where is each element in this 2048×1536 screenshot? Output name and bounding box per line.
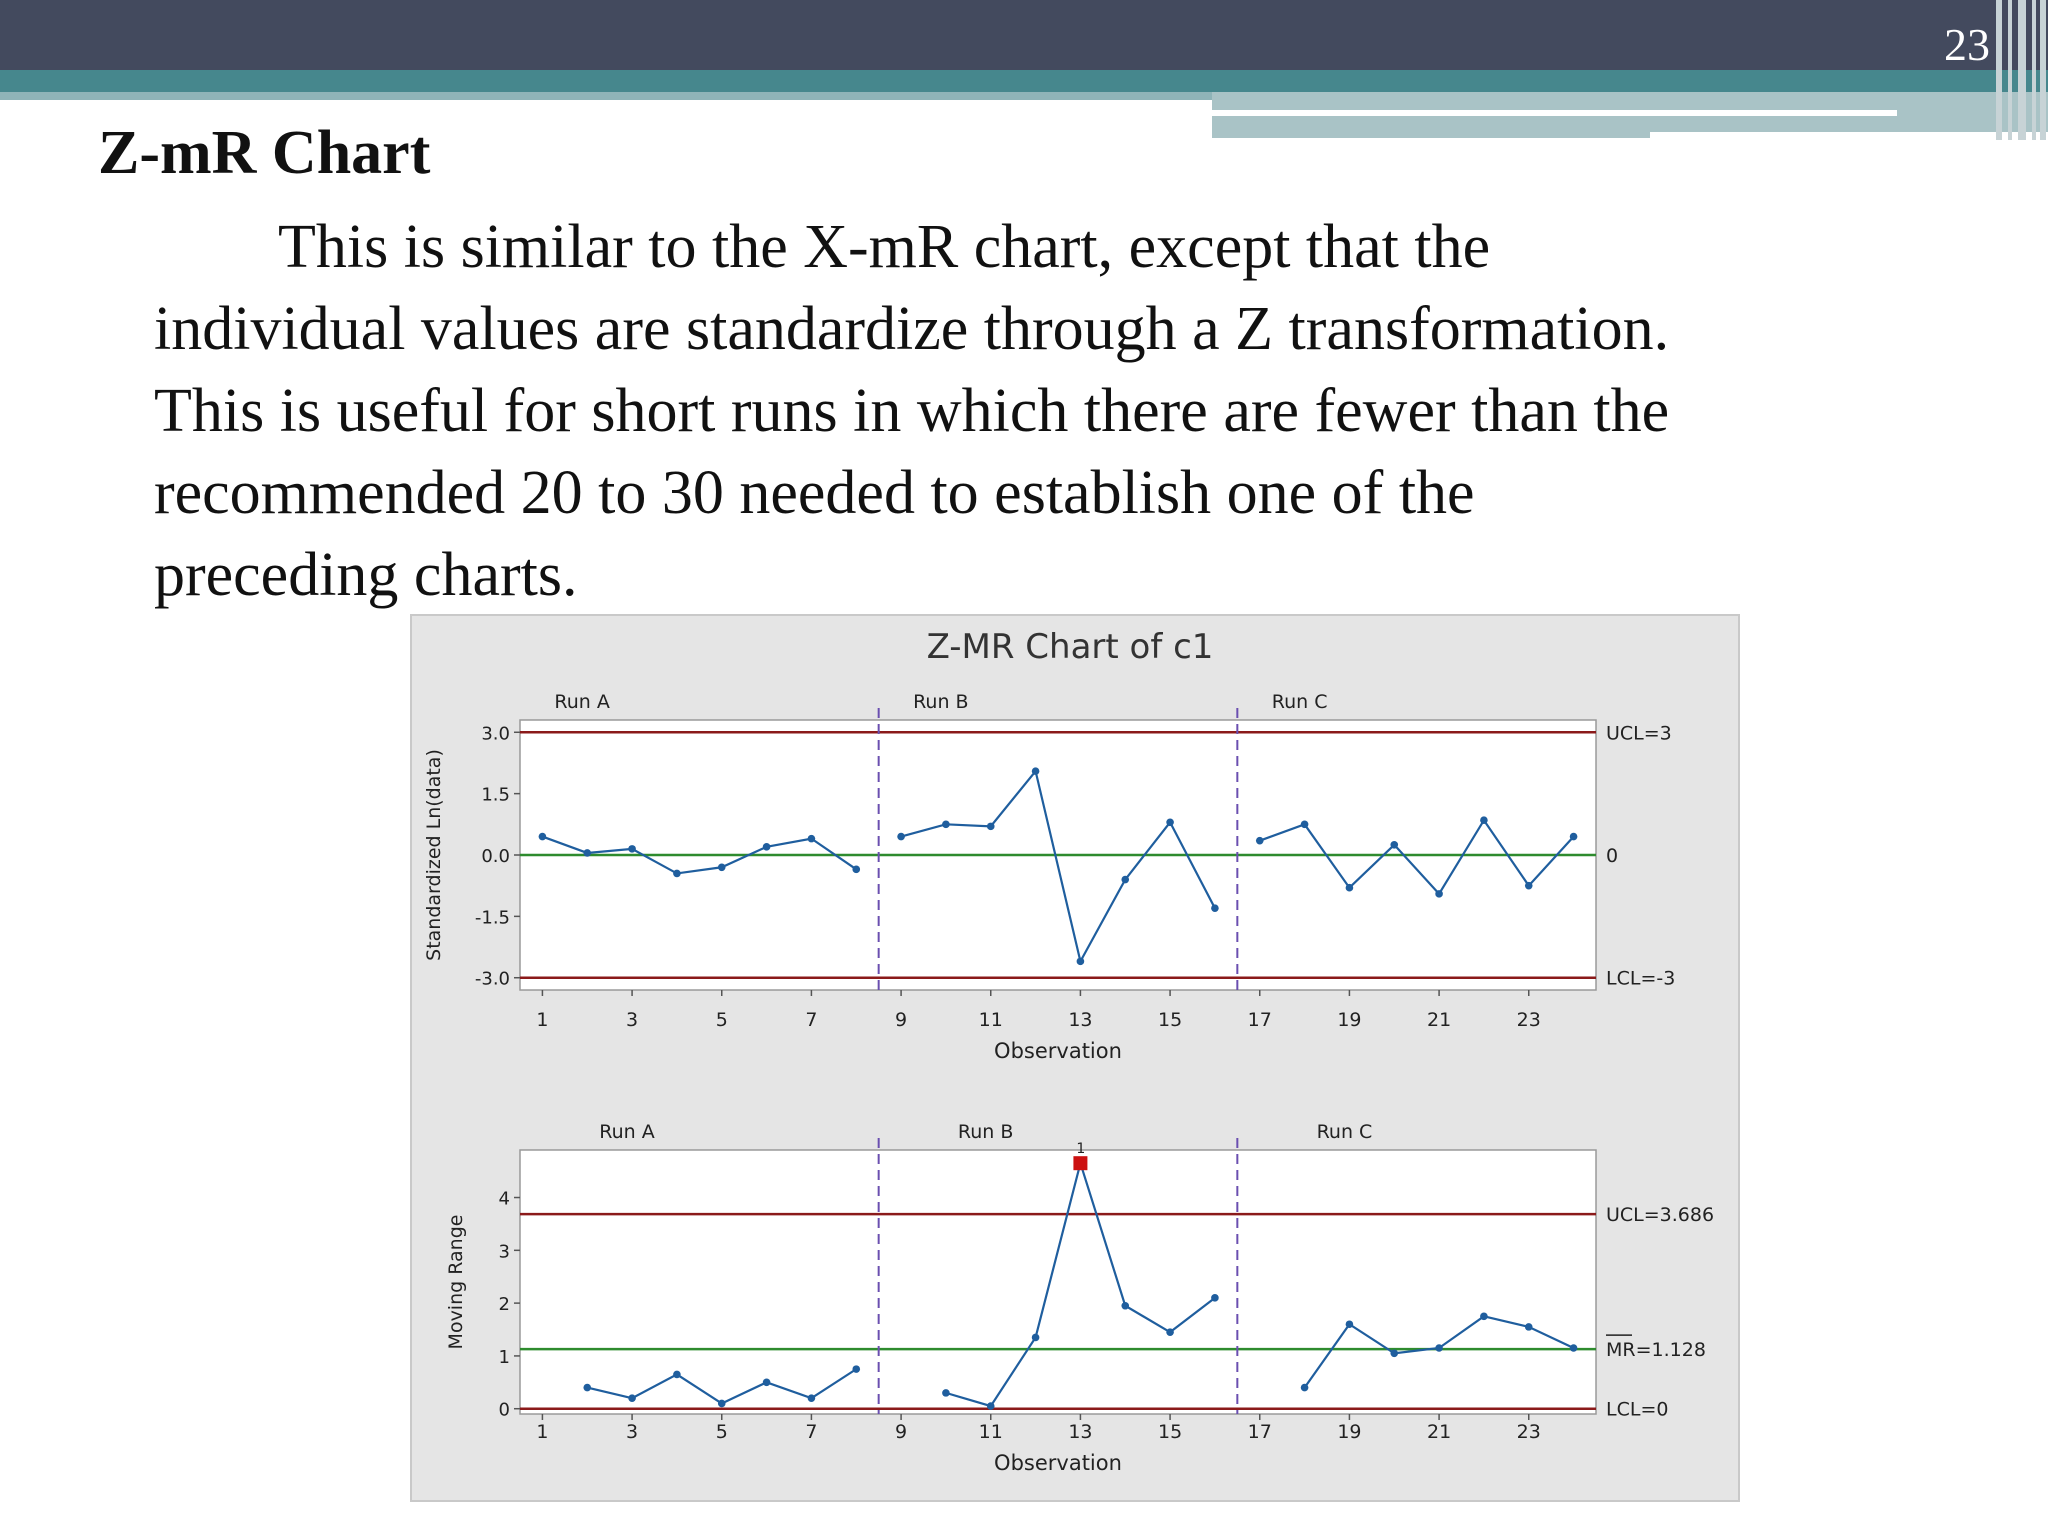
- x-axis-label: Observation: [994, 1039, 1122, 1063]
- data-point: [763, 1379, 771, 1387]
- data-point: [583, 849, 591, 857]
- y-tick-label: 3: [498, 1241, 510, 1263]
- x-tick-label: 11: [978, 1009, 1003, 1031]
- out-of-control-point: [1073, 1156, 1087, 1170]
- y-tick-label: -1.5: [474, 907, 510, 929]
- data-point: [942, 1389, 950, 1397]
- data-point: [1390, 1349, 1398, 1357]
- data-point: [673, 870, 681, 878]
- data-point: [1121, 876, 1129, 884]
- data-point: [942, 821, 950, 829]
- x-tick-label: 21: [1426, 1421, 1452, 1443]
- out-of-control-flag: 1: [1076, 1141, 1086, 1158]
- data-point: [718, 1400, 726, 1408]
- z-mr-chart: [410, 614, 1740, 1502]
- chart-title: Z-MR Chart of c1: [926, 627, 1214, 667]
- x-tick-label: 13: [1068, 1421, 1093, 1443]
- x-tick-label: 15: [1157, 1421, 1183, 1443]
- x-tick-label: 23: [1516, 1009, 1541, 1031]
- data-point: [1525, 1323, 1533, 1331]
- slide-number: 23: [1944, 19, 1990, 70]
- y-tick-label: 0: [498, 1399, 510, 1421]
- limit-label: UCL=3: [1606, 722, 1672, 745]
- data-point: [1435, 890, 1443, 898]
- data-point: [1570, 1344, 1578, 1352]
- x-tick-label: 1: [536, 1421, 549, 1443]
- data-point: [1077, 958, 1085, 966]
- banner-right-line: [1212, 110, 1897, 116]
- body-line: recommended 20 to 30 needed to establish one of the: [154, 459, 1475, 527]
- x-tick-label: 5: [715, 1421, 728, 1443]
- body-line: individual values are standardize through a Z transformation.: [154, 295, 1670, 363]
- teal-banner-lower: [0, 92, 1212, 100]
- x-tick-label: 19: [1337, 1421, 1362, 1443]
- data-point: [987, 1402, 995, 1410]
- data-point: [763, 843, 771, 851]
- data-point: [1301, 1384, 1309, 1392]
- data-point: [852, 1365, 860, 1373]
- x-tick-label: 23: [1516, 1421, 1541, 1443]
- data-point: [1301, 821, 1309, 829]
- body-line: preceding charts.: [154, 541, 578, 609]
- data-point: [1346, 884, 1354, 892]
- slide-heading: Z-mR Chart: [98, 119, 431, 187]
- data-point: [1480, 1313, 1488, 1321]
- limit-label: UCL=3.686: [1606, 1204, 1715, 1227]
- x-tick-label: 21: [1426, 1009, 1452, 1031]
- y-tick-label: -3.0: [474, 968, 510, 990]
- data-point: [1256, 837, 1264, 845]
- body-line-text: This is similar to the X-mR chart, except that the: [278, 213, 1491, 281]
- x-tick-label: 9: [895, 1009, 908, 1031]
- data-point: [897, 833, 905, 841]
- limit-label: LCL=0: [1606, 1398, 1669, 1421]
- run-label: Run C: [1271, 691, 1328, 713]
- x-tick-label: 1: [536, 1009, 549, 1031]
- data-point: [808, 1394, 816, 1402]
- data-point: [673, 1371, 681, 1379]
- data-point: [987, 823, 995, 831]
- data-point: [1525, 882, 1533, 890]
- y-tick-label: 2: [498, 1294, 510, 1316]
- x-tick-label: 3: [626, 1009, 639, 1031]
- data-point: [1570, 833, 1578, 841]
- data-point: [628, 845, 636, 853]
- data-point: [1346, 1320, 1354, 1328]
- x-tick-label: 19: [1337, 1009, 1362, 1031]
- data-point: [628, 1394, 636, 1402]
- data-point: [852, 866, 860, 874]
- plot-area: [520, 1150, 1596, 1414]
- chart-panel-1: [514, 708, 1596, 996]
- limit-label: LCL=-3: [1606, 967, 1676, 990]
- run-label: Run B: [957, 1121, 1014, 1143]
- x-axis-label: Observation: [994, 1451, 1122, 1475]
- run-label: Run A: [554, 691, 610, 713]
- data-point: [718, 863, 726, 871]
- data-point: [1211, 1294, 1219, 1302]
- body-line: This is useful for short runs in which there are fewer than the: [154, 377, 1670, 445]
- y-tick-label: 4: [498, 1188, 510, 1210]
- x-tick-label: 17: [1247, 1421, 1272, 1443]
- data-point: [808, 835, 816, 843]
- data-point: [1480, 816, 1488, 824]
- data-point: [1032, 767, 1040, 775]
- teal-banner: [0, 70, 2048, 92]
- limit-label: MR=1.128: [1606, 1339, 1706, 1362]
- data-point: [1121, 1302, 1129, 1310]
- data-point: [539, 833, 547, 841]
- run-label: Run B: [913, 691, 969, 713]
- x-tick-label: 7: [805, 1009, 818, 1031]
- y-tick-label: 1: [498, 1346, 510, 1368]
- limit-label: 0: [1606, 845, 1619, 867]
- data-point: [1166, 1328, 1174, 1336]
- x-tick-label: 3: [626, 1421, 639, 1443]
- body-line: [154, 206, 1914, 288]
- data-point: [583, 1384, 591, 1392]
- y-tick-label: 3.0: [481, 723, 510, 745]
- data-point: [1032, 1334, 1040, 1342]
- x-tick-label: 17: [1247, 1009, 1272, 1031]
- run-label: Run A: [599, 1121, 655, 1143]
- x-tick-label: 5: [715, 1009, 728, 1031]
- x-tick-label: 7: [805, 1421, 818, 1443]
- y-tick-label: 1.5: [481, 784, 510, 806]
- run-label: Run C: [1316, 1121, 1373, 1143]
- x-tick-label: 13: [1068, 1009, 1093, 1031]
- x-tick-label: 11: [978, 1421, 1003, 1443]
- y-tick-label: 0.0: [481, 846, 510, 867]
- data-point: [1211, 904, 1219, 912]
- data-point: [1435, 1344, 1443, 1352]
- x-tick-label: 9: [895, 1421, 908, 1443]
- data-point: [1390, 841, 1398, 849]
- data-point: [1166, 818, 1174, 826]
- chart-panel-2: [514, 1138, 1632, 1420]
- y-axis-label: Standardized Ln(data): [423, 749, 445, 961]
- top-banner: [0, 0, 2048, 70]
- y-axis-label: Moving Range: [445, 1214, 467, 1350]
- x-tick-label: 15: [1157, 1009, 1183, 1031]
- slide-body: [154, 206, 1914, 616]
